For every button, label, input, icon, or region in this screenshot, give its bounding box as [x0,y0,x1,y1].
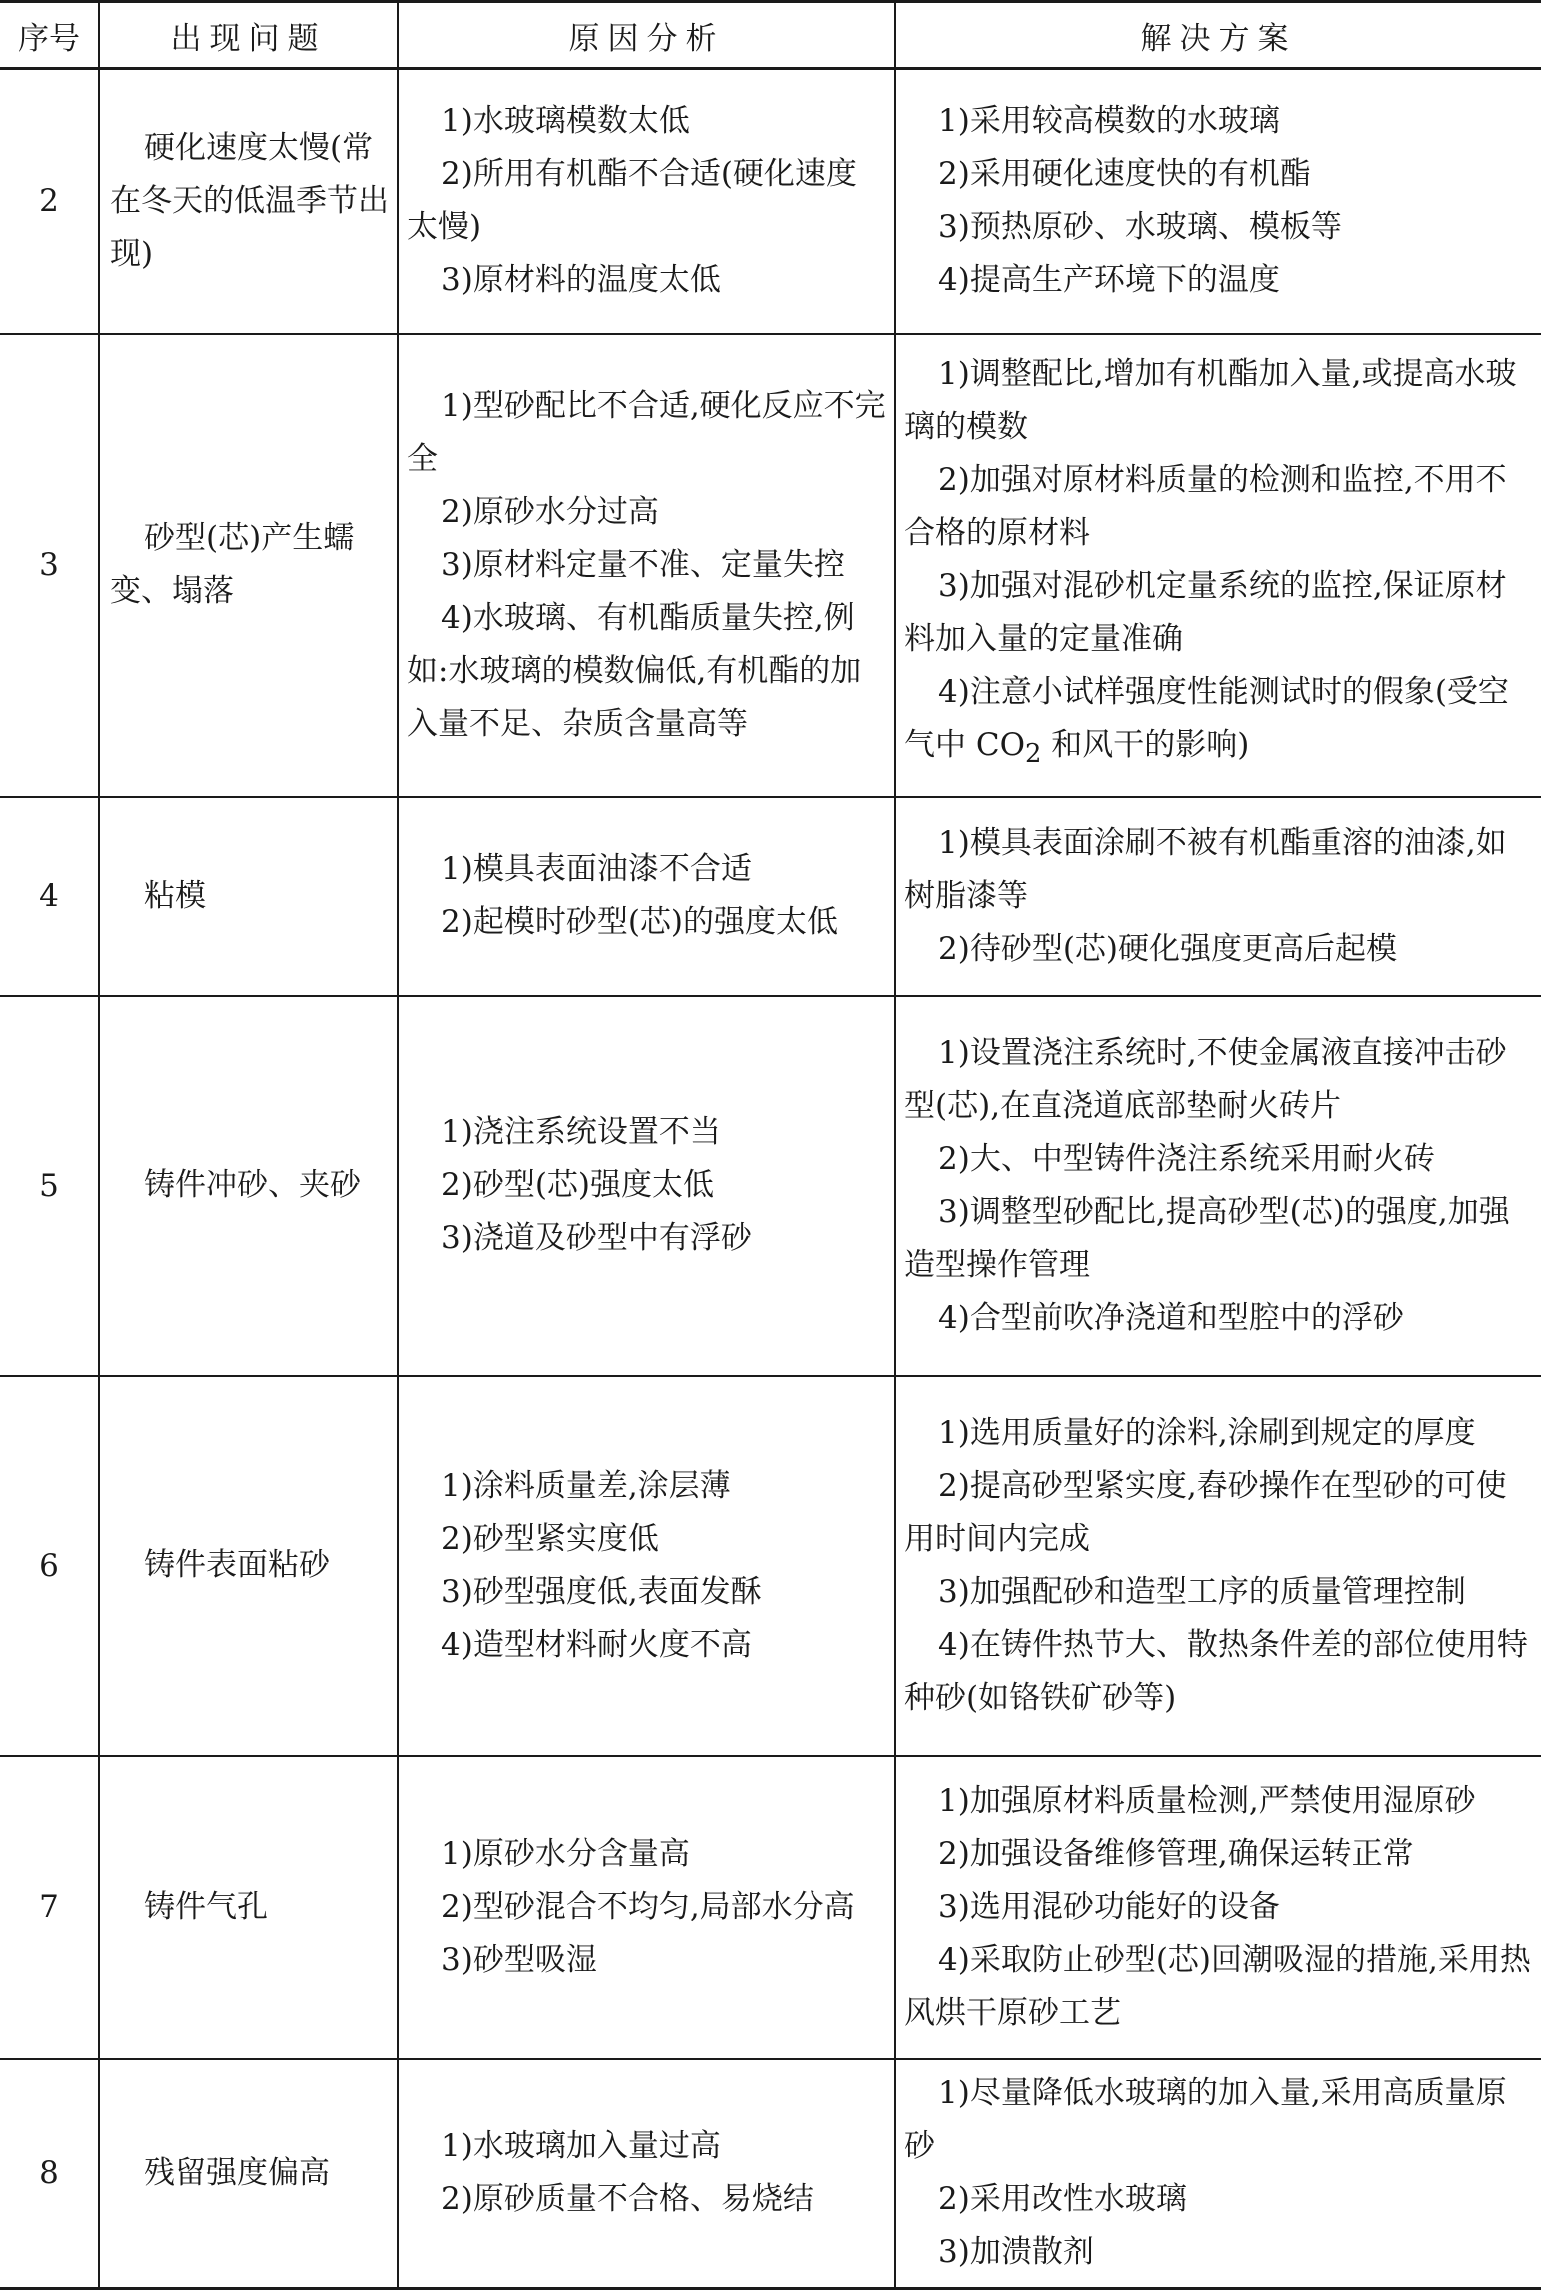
table-row [0,2059,1541,2289]
solution-item: 1)调整配比,增加有机酯加入量,或提高水玻璃的模数 [904,356,1517,446]
solution-item: 2)提高砂型紧实度,舂砂操作在型砂的可使用时间内完成 [904,1467,1507,1557]
cause-item: 3)原材料定量不准、定量失控 [441,546,845,583]
cause-item: 3)原材料的温度太低 [441,262,721,299]
cause-item: 2)起模时砂型(芯)的强度太低 [441,904,839,940]
cause-item: 1)水玻璃模数太低 [441,103,690,140]
cause-item: 1)型砂配比不合适,硬化反应不完全 [407,387,886,477]
problem-cell [99,2059,398,2289]
cause-item: 1)涂料质量差,涂层薄 [441,1467,731,1504]
solution-item: 4)在铸件热节大、散热条件差的部位使用特种砂(如铬铁矿砂等) [904,1626,1528,1716]
solution-item: 3)选用混砂功能好的设备 [938,1888,1280,1925]
solution-item: 1)加强原材料质量检测,严禁使用湿原砂 [938,1782,1476,1819]
solution-item: 1)尽量降低水玻璃的加入量,采用高质量原砂 [904,2075,1507,2165]
cause-item: 2)型砂混合不均匀,局部水分高 [441,1888,855,1925]
row-number: 4 [0,797,99,996]
solution-item: 2)待砂型(芯)硬化强度更高后起模 [938,930,1398,967]
solution-cell [895,1756,1541,2059]
problem-text: 铸件冲砂、夹砂 [144,1167,361,1203]
cause-item: 4)造型材料耐火度不高 [441,1626,752,1663]
cause-item: 2)原砂质量不合格、易烧结 [441,2181,814,2218]
row-number: 3 [0,334,99,797]
solution-item: 4)采取防止砂型(芯)回潮吸湿的措施,采用热风烘干原砂工艺 [904,1941,1531,2031]
cause-item: 1)浇注系统设置不当 [441,1114,721,1150]
solution-item: 3)加溃散剂 [938,2234,1094,2271]
problem-text: 砂型(芯)产生蠕变、塌落 [110,520,355,609]
problem-text: 粘模 [144,877,206,914]
solution-item: 4)合型前吹净浇道和型腔中的浮砂 [938,1299,1404,1336]
problem-cell [99,797,398,996]
solution-item: 1)采用较高模数的水玻璃 [938,103,1280,140]
solution-cell [895,2059,1541,2289]
problem-text: 残留强度偏高 [144,2154,330,2191]
subscript: 2 [1025,739,1042,770]
cause-cell [398,797,895,996]
solution-item [904,666,1533,781]
cause-item: 1)原砂水分含量高 [441,1835,690,1872]
cause-item: 3)砂型吸湿 [441,1941,597,1978]
cause-cell [398,1756,895,2059]
cause-cell [398,996,895,1376]
header-cause: 原因分析 [398,2,895,69]
problem-cell [99,334,398,797]
row-number: 2 [0,69,99,334]
solution-item: 3)调整型砂配比,提高砂型(芯)的强度,加强造型操作管理 [904,1193,1510,1283]
solution-text: 4)注意小试样强度性能测试时的假象(受空气中 CO [904,674,1509,764]
solution-item: 2)采用硬化速度快的有机酯 [938,156,1311,193]
solution-cell [895,996,1541,1376]
row-number: 7 [0,1756,99,2059]
cause-item: 2)砂型(芯)强度太低 [441,1167,715,1203]
solution-item: 4)提高生产环境下的温度 [938,262,1280,299]
table-row [0,1756,1541,2059]
solution-cell [895,1376,1541,1756]
table-header-row [0,2,1541,69]
cause-item: 3)浇道及砂型中有浮砂 [441,1220,752,1256]
problem-cell [99,1756,398,2059]
table-row [0,797,1541,996]
solution-item: 3)加强对混砂机定量系统的监控,保证原材料加入量的定量准确 [904,568,1507,658]
cause-cell [398,1376,895,1756]
cause-item: 1)水玻璃加入量过高 [441,2128,721,2165]
cause-item: 2)砂型紧实度低 [441,1520,659,1557]
solution-cell [895,334,1541,797]
solution-cell [895,69,1541,334]
cause-item: 1)模具表面油漆不合适 [441,851,752,887]
solution-item: 2)采用改性水玻璃 [938,2181,1187,2218]
solution-text: 和风干的影响) [1041,727,1250,764]
header-no: 序号 [0,2,99,69]
problem-text: 硬化速度太慢(常在冬天的低温季节出现) [110,129,389,272]
solution-item: 3)加强配砂和造型工序的质量管理控制 [938,1573,1466,1610]
row-number: 5 [0,996,99,1376]
problem-cell [99,996,398,1376]
cause-cell [398,2059,895,2289]
solution-item: 3)预热原砂、水玻璃、模板等 [938,209,1342,246]
table-row [0,996,1541,1376]
solution-item: 2)加强设备维修管理,确保运转正常 [938,1835,1414,1872]
solution-item: 2)加强对原材料质量的检测和监控,不用不合格的原材料 [904,462,1507,552]
cause-item: 2)原砂水分过高 [441,493,659,530]
cause-item: 4)水玻璃、有机酯质量失控,例如:水玻璃的模数偏低,有机酯的加入量不足、杂质含量高等 [407,599,862,742]
solution-cell [895,797,1541,996]
solution-item: 2)大、中型铸件浇注系统采用耐火砖 [938,1140,1435,1177]
cause-item: 3)砂型强度低,表面发酥 [441,1573,762,1610]
problem-cell [99,69,398,334]
problem-text: 铸件表面粘砂 [144,1547,330,1583]
header-problem: 出现问题 [99,2,398,69]
cause-cell [398,334,895,797]
table-row [0,334,1541,797]
solution-item: 1)选用质量好的涂料,涂刷到规定的厚度 [938,1414,1476,1451]
problem-cell [99,1376,398,1756]
cause-cell [398,69,895,334]
table-row [0,1376,1541,1756]
solution-item: 1)模具表面涂刷不被有机酯重溶的油漆,如树脂漆等 [904,824,1507,914]
table-row [0,69,1541,334]
header-solution: 解决方案 [895,2,1541,69]
problem-text: 铸件气孔 [144,1888,268,1925]
cause-item: 2)所用有机酯不合适(硬化速度太慢) [407,156,857,246]
solution-item: 1)设置浇注系统时,不使金属液直接冲击砂型(芯),在直浇道底部垫耐火砖片 [904,1034,1507,1124]
row-number: 8 [0,2059,99,2289]
row-number: 6 [0,1376,99,1756]
